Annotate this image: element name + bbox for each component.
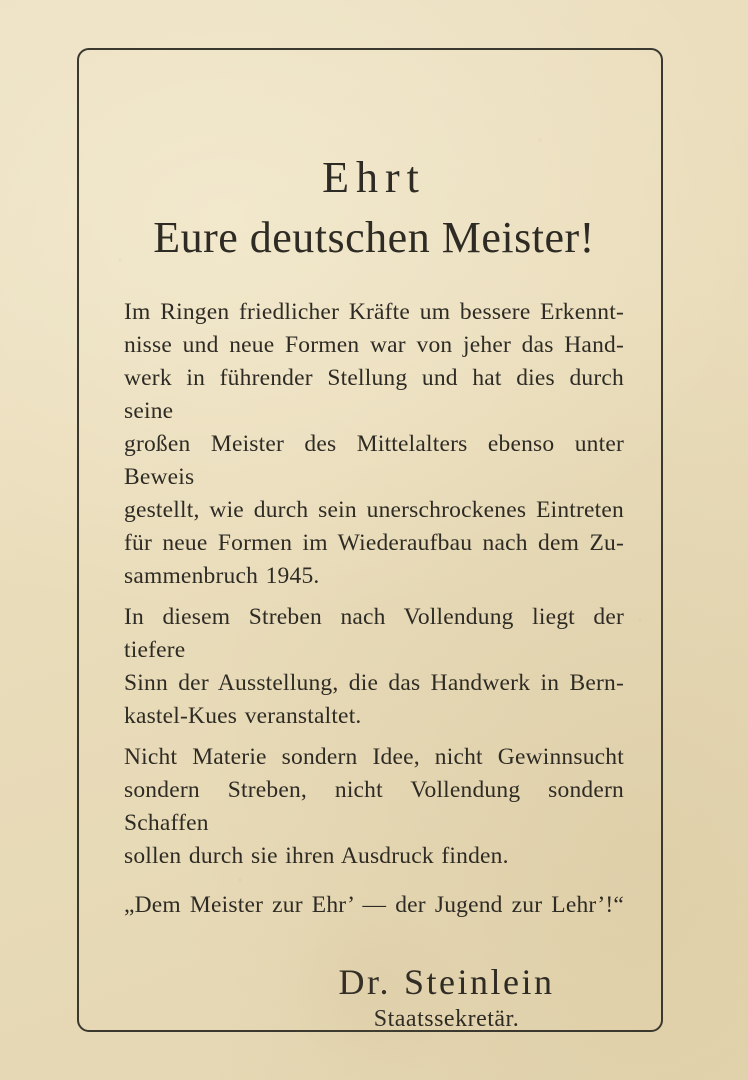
text-line: sollen durch sie ihren Ausdruck finden. xyxy=(124,843,509,869)
signature-name: Dr. Steinlein xyxy=(338,962,555,1002)
motto-quote: „Dem Meister zur Ehr’ — der Jugend zur Lehr’!“ xyxy=(124,892,624,918)
paragraph-2 xyxy=(124,601,624,733)
page-content xyxy=(124,50,624,1030)
text-line: In diesem Streben nach Vollendung liegt der tiefere xyxy=(124,604,624,663)
text-line: gestellt, wie durch sein unerschrockenes Eintreten xyxy=(124,497,624,523)
text-line: Nicht Materie sondern Idee, nicht Gewinnsucht xyxy=(124,744,624,770)
paragraph-3 xyxy=(124,741,624,873)
text-line: werk in führender Stellung und hat dies durch seine xyxy=(124,365,624,424)
page-border-frame xyxy=(77,48,663,1032)
title-block xyxy=(124,153,624,262)
signature-block xyxy=(124,962,624,1034)
text-line: Im Ringen friedlicher Kräfte um bessere Erkennt- xyxy=(124,299,624,325)
text-line: für neue Formen im Wiederaufbau nach dem Zu- xyxy=(124,530,624,556)
text-line: kastel-Kues veranstaltet. xyxy=(124,703,362,729)
paragraph-1 xyxy=(124,296,624,593)
text-line: sondern Streben, nicht Vollendung sondern Schaffen xyxy=(124,777,624,836)
signature-role: Staatssekretär. xyxy=(373,1006,520,1032)
text-line: sammenbruch 1945. xyxy=(124,563,320,589)
text-line: nisse und neue Formen war von jeher das Hand- xyxy=(124,332,624,358)
body-text xyxy=(124,296,624,1034)
text-line: Sinn der Ausstellung, die das Handwerk in Bern- xyxy=(124,670,624,696)
title-line-1: Ehrt xyxy=(322,153,426,202)
title-line-2: Eure deutschen Meister! xyxy=(153,213,595,262)
text-line: großen Meister des Mittelalters ebenso unter Beweis xyxy=(124,431,624,490)
